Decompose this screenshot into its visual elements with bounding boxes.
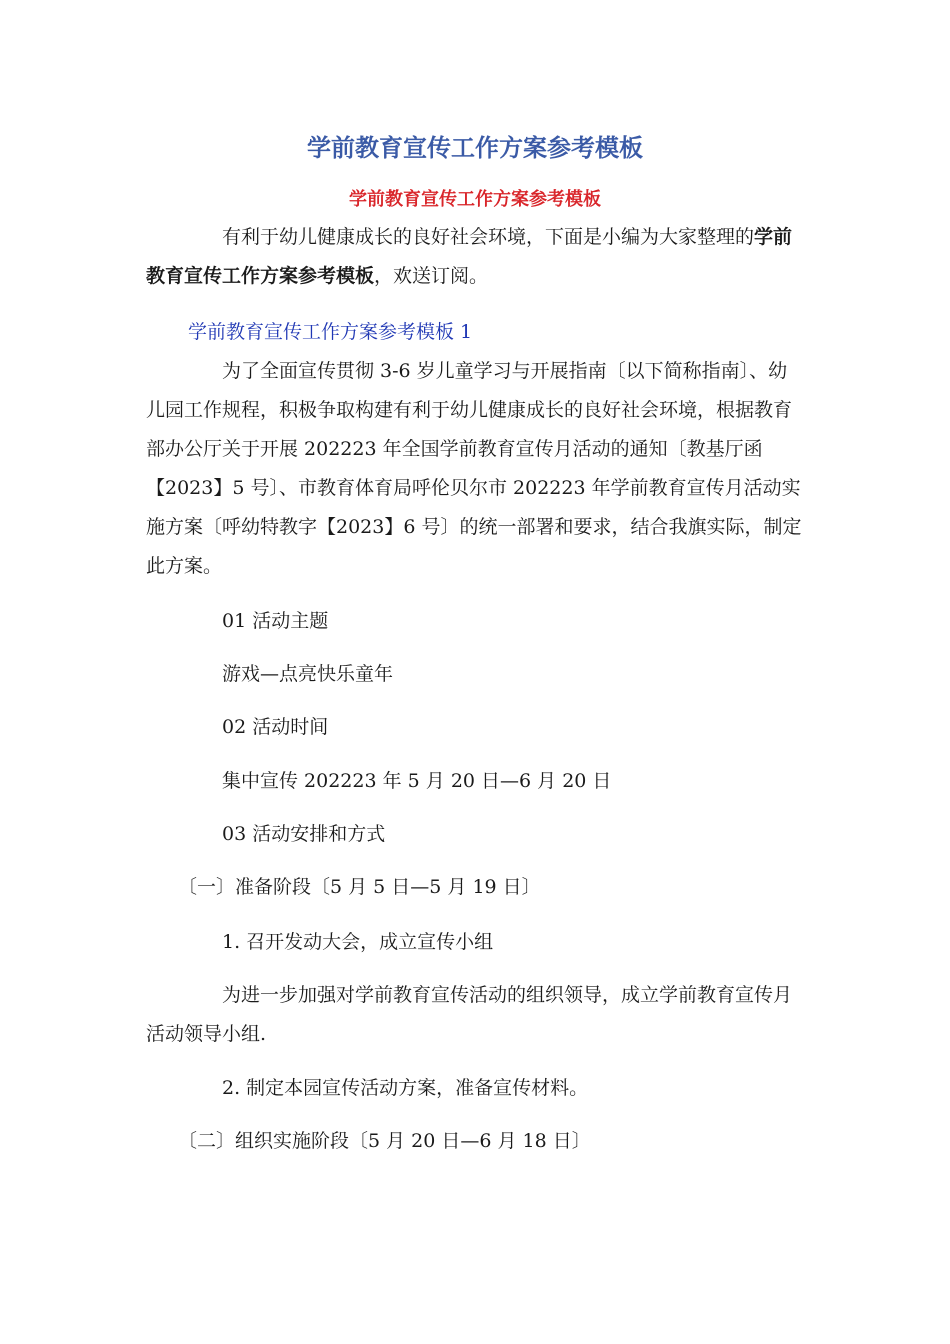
activity-time-text: 集中宣传 202223 年 5 月 20 日—6 月 20 日 (222, 770, 612, 792)
stage-preparation: 〔一〕准备阶段〔5 月 5 日—5 月 19 日〕 (178, 876, 541, 898)
section-heading-1: 学前教育宣传工作方案参考模板 1 (188, 321, 473, 343)
step-1-description: 为进一步加强对学前教育宣传活动的组织领导，成立学前教育宣传月活动领导小组. (146, 984, 793, 1045)
step-2-title: 2. 制定本园宣传活动方案，准备宣传材料。 (222, 1077, 589, 1099)
intro-tail: ，欢送订阅。 (374, 265, 489, 287)
heading-activity-arrangement: 03 活动安排和方式 (222, 823, 386, 845)
stage-implementation: 〔二〕组织实施阶段〔5 月 20 日—6 月 18 日〕 (178, 1130, 591, 1152)
intro-lead: 有利于幼儿健康成长的良好社会环境，下面是小编为大家整理的 (222, 226, 755, 248)
heading-activity-time: 02 活动时间 (222, 716, 329, 738)
heading-activity-theme: 01 活动主题 (222, 610, 329, 632)
document-subtitle: 学前教育宣传工作方案参考模板 (349, 189, 601, 210)
body-paragraph-1: 为了全面宣传贯彻 3-6 岁儿童学习与开展指南〔以下简称指南〕、幼儿园工作规程，积极争取构建有利于幼儿健康成长的良好社会环境，根据教育部办公厅关于开展 202223 年全国学前教育宣传月活动的通知〔教基厅函【2023】5 号〕、市教育体育局呼伦贝尔市 202223 年学前教育宣传月活动实施方案〔呼幼特教字【2023】6 号〕的统一部署和要求，结合我旗实际，制定此方案。 (146, 360, 802, 577)
step-1-title: 1. 召开发动大会，成立宣传小组 (222, 931, 494, 953)
activity-theme-text: 游戏—点亮快乐童年 (222, 663, 394, 685)
document-title: 学前教育宣传工作方案参考模板 (307, 134, 643, 162)
intro-bold-title: 学前教育宣传工作方案参考模板 (146, 226, 793, 287)
intro-paragraph (146, 218, 806, 296)
